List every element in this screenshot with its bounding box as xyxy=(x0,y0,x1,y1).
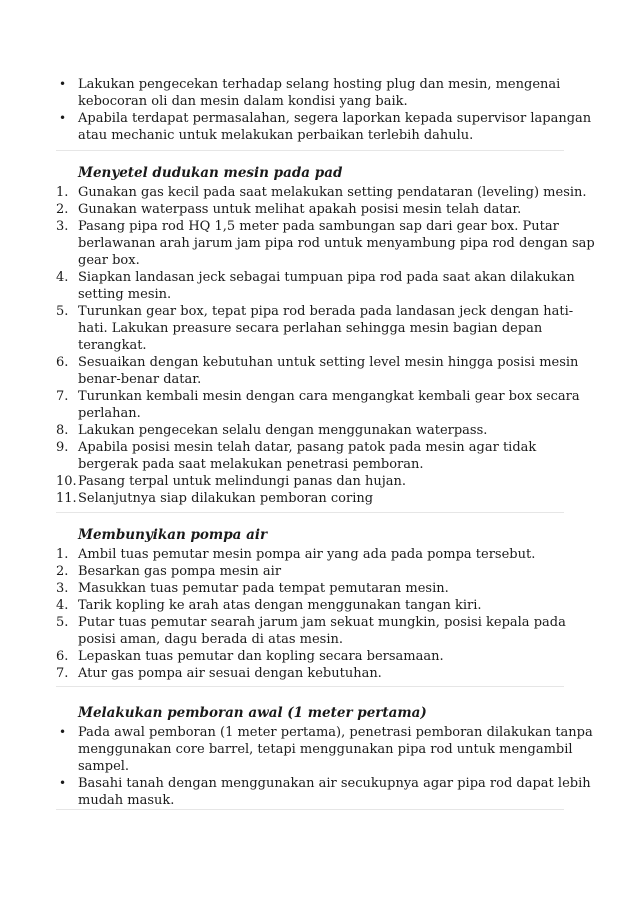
list-item-text: benar-benar datar. xyxy=(78,372,202,387)
list-number: 6. xyxy=(56,355,69,370)
list-item-text: Lakukan pengecekan selalu dengan menggunakan waterpass. xyxy=(78,423,488,438)
list-item-text: Ambil tuas pemutar mesin pompa air yang ada pada pompa tersebut. xyxy=(78,547,536,562)
list-item-text: perlahan. xyxy=(78,406,141,421)
list-item-text: Turunkan gear box, tepat pipa rod berada pada landasan jeck dengan hati- xyxy=(78,304,574,319)
list-item-text: Putar tuas pemutar searah jarum jam sekuat mungkin, posisi kepala pada xyxy=(78,615,566,630)
list-item-text: Sesuaikan dengan kebutuhan untuk setting level mesin hingga posisi mesin xyxy=(78,355,579,370)
list-item-text: Selanjutnya siap dilakukan pemboran coring xyxy=(78,491,374,506)
list-item-text: Masukkan tuas pemutar pada tempat pemutaran mesin. xyxy=(78,581,449,596)
list-item-text: Turunkan kembali mesin dengan cara mengangkat kembali gear box secara xyxy=(78,389,580,404)
list-number: 5. xyxy=(56,304,69,319)
bullet-marker: • xyxy=(59,725,67,739)
list-number: 7. xyxy=(56,666,69,681)
list-item-text: atau mechanic untuk melakukan perbaikan terlebih dahulu. xyxy=(78,128,474,143)
list-number: 4. xyxy=(56,598,69,613)
list-item-text: Siapkan landasan jeck sebagai tumpuan pipa rod pada saat akan dilakukan xyxy=(78,270,575,285)
list-item-text: kebocoran oli dan mesin dalam kondisi yang baik. xyxy=(78,94,408,109)
list-number: 11. xyxy=(56,491,77,506)
bullet-marker: • xyxy=(59,776,67,790)
list-number: 2. xyxy=(56,564,69,579)
section-divider xyxy=(56,512,564,513)
list-item-text: mudah masuk. xyxy=(78,793,175,808)
list-item-text: Besarkan gas pompa mesin air xyxy=(78,564,282,579)
list-number: 5. xyxy=(56,615,69,630)
list-number: 9. xyxy=(56,440,69,455)
list-item-text: Lepaskan tuas pemutar dan kopling secara bersamaan. xyxy=(78,649,444,664)
list-item-text: sampel. xyxy=(78,759,130,774)
section-heading: Menyetel dudukan mesin pada pad xyxy=(78,165,343,181)
list-number: 2. xyxy=(56,202,69,217)
list-item-text: Apabila posisi mesin telah datar, pasang patok pada mesin agar tidak xyxy=(78,440,537,455)
list-item-text: posisi aman, dagu berada di atas mesin. xyxy=(78,632,343,647)
list-item-text: menggunakan core barrel, tetapi menggunakan pipa rod untuk mengambil xyxy=(78,742,573,757)
list-item-text: hati. Lakukan preasure secara perlahan sehingga mesin bagian depan xyxy=(78,321,543,336)
list-number: 10. xyxy=(56,474,77,489)
list-item-text: gear box. xyxy=(78,253,140,268)
section-heading: Membunyikan pompa air xyxy=(78,527,268,543)
list-number: 7. xyxy=(56,389,69,404)
list-number: 8. xyxy=(56,423,69,438)
list-item-text: berlawanan arah jarum jam pipa rod untuk menyambung pipa rod dengan sap xyxy=(78,236,595,251)
section-divider xyxy=(56,686,564,687)
section-divider xyxy=(56,809,564,810)
list-item-text: Lakukan pengecekan terhadap selang hosting plug dan mesin, mengenai xyxy=(78,77,561,92)
list-item-text: Gunakan waterpass untuk melihat apakah posisi mesin telah datar. xyxy=(78,202,522,217)
list-number: 1. xyxy=(56,547,69,562)
list-item-text: Pasang terpal untuk melindungi panas dan hujan. xyxy=(78,474,407,489)
list-item-text: setting mesin. xyxy=(78,287,172,302)
bullet-marker: • xyxy=(59,111,67,125)
section-heading: Melakukan pemboran awal (1 meter pertama) xyxy=(78,705,427,721)
list-item-text: Pada awal pemboran (1 meter pertama), penetrasi pemboran dilakukan tanpa xyxy=(78,725,593,740)
list-item-text: Tarik kopling ke arah atas dengan menggunakan tangan kiri. xyxy=(78,598,482,613)
list-number: 6. xyxy=(56,649,69,664)
list-number: 1. xyxy=(56,185,69,200)
list-number: 3. xyxy=(56,581,69,596)
list-item-text: Basahi tanah dengan menggunakan air secukupnya agar pipa rod dapat lebih xyxy=(78,776,591,791)
list-item-text: Atur gas pompa air sesuai dengan kebutuhan. xyxy=(78,666,382,681)
list-number: 4. xyxy=(56,270,69,285)
list-item-text: Apabila terdapat permasalahan, segera laporkan kepada supervisor lapangan xyxy=(78,111,592,126)
section-divider xyxy=(56,150,564,151)
bullet-marker: • xyxy=(59,77,67,91)
list-item-text: Pasang pipa rod HQ 1,5 meter pada sambungan sap dari gear box. Putar xyxy=(78,219,559,234)
list-item-text: terangkat. xyxy=(78,338,147,353)
list-item-text: Gunakan gas kecil pada saat melakukan setting pendataran (leveling) mesin. xyxy=(78,185,587,200)
list-item-text: bergerak pada saat melakukan penetrasi pemboran. xyxy=(78,457,424,472)
list-number: 3. xyxy=(56,219,69,234)
